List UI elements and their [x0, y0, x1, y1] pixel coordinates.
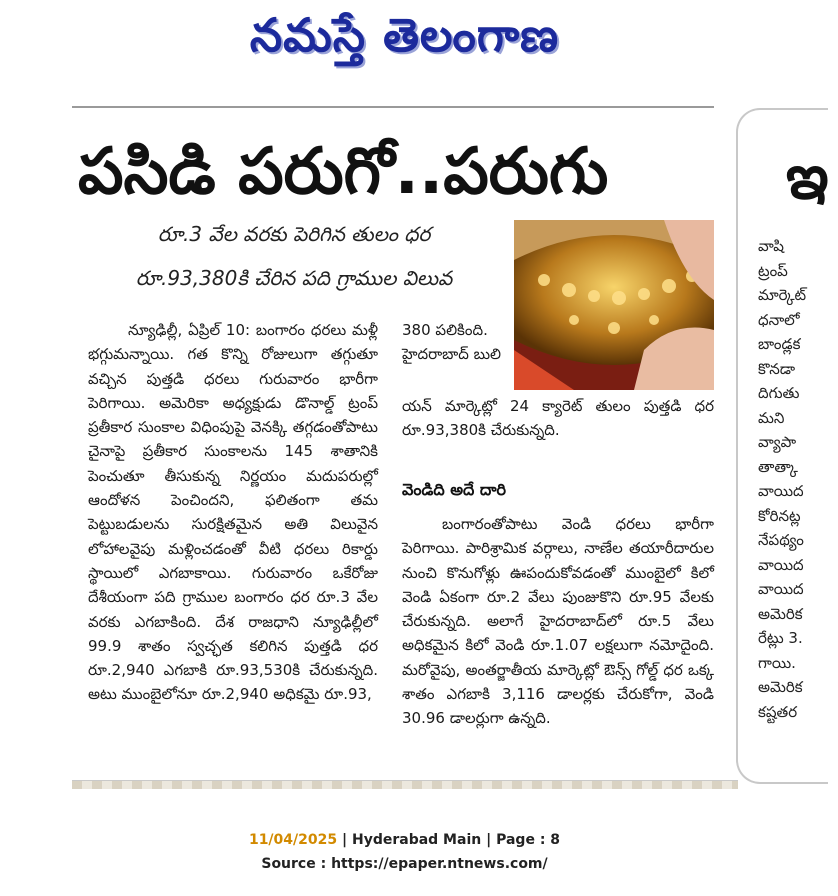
divider: [72, 106, 714, 108]
footer-page: Page : 8: [496, 832, 561, 848]
side-line: దిగుతు: [758, 384, 800, 402]
masthead: [0, 0, 809, 80]
side-line: వాయిద: [758, 555, 804, 574]
side-line: అమెరిక: [758, 678, 803, 696]
article-subhead-2: రూ.93,380కి చేరిన పది గ్రాముల విలువ: [135, 266, 453, 290]
article-column-1: న్యూఢిల్లీ, ఏప్రిల్ 10: బంగారం ధరలు మళ్లీ భగ్గుమన్నాయి. గత కొన్ని రోజులుగా తగ్గుతూ వచ్చిన పుత్తడి ధరలు గురువారం భారీగా పెరిగాయి. అమెరికా అధ్యక్షుడు డొనాల్డ్ ట్రంప్ ప్రతీకార సుంకాల విధింపుపై వెనక్కి తగ్గడంతోపాటు చైనాపై ప్రతీకార సుంకాలను 145 శాతానికి పెంచుతూ తీసుకున్న నిర్ణయం మదుపరుల్లో ఆందోళన పెంచిందని, ఫలితంగా తమ పెట్టుబడులను సురక్షితమైన అతి విలువైన లోహాలవైపు మళ్లించడంతో వీటి ధరలు రికార్డు స్థాయిలో ఎగబాకాయి. గురువారం ఒకేరోజు దేశీయంగా పది గ్రాముల బంగారం ధర రూ.3 వేల వరకు ఎగబాకింది. దేశ రాజధాని న్యూఢిల్లీలో 99.9 శాతం స్వచ్ఛత కలిగిన పుత్తడి ధర రూ.2,940 ఎగబాకి రూ.93,530కి చేరుకున్నది. అటు ముంబైలోనూ రూ.2,940 అధికమై రూ.93,: [88, 321, 378, 704]
footer-meta: [0, 832, 809, 848]
article-column-2-para: బంగారంతోపాటు వెండి ధరలు భారీగా పెరిగాయి. పారిశ్రామిక వర్గాలు, నాణేల తయారీదారుల నుంచి కొనుగోళ్లు ఊపందుకోవడంతో ముంబైలో కిలో వెండి ఏకంగా రూ.2 వేలు పుంజుకొని రూ.95 వేలకు చేరుకున్నది. అలాగే హైదరాబాద్‌లో రూ.5 వేలు అధికమైన కిలో వెండి రూ.1.07 లక్షలుగా నమోదైంది. మరోవైపు, అంతర్జాతీయ మార్కెట్లో ఔన్స్ గోల్డ్ ధర ఒక్క శాతం ఎగబాకి 3,116 డాలర్లకు చేరుకోగా, వెండి 30.96 డాలర్లుగా ఉన్నది.: [402, 515, 714, 728]
article-headline: పసిడి పరుగో..పరుగు: [78, 135, 609, 209]
side-line: బాండ్లక: [758, 335, 801, 353]
side-line: మని: [758, 408, 785, 427]
side-line: కష్టతర: [758, 702, 798, 721]
masthead-title: నమస్తే తెలంగాణ: [249, 8, 560, 62]
side-line: ధనాలో: [758, 310, 800, 329]
gold-jewelry-photo: [514, 220, 714, 390]
side-line: కోరినట్ల: [758, 506, 801, 525]
side-line: వాయిద: [758, 482, 804, 500]
side-line: నేపథ్యం: [758, 531, 804, 549]
side-line: వ్యాపా: [758, 433, 797, 451]
side-line: రేట్లు 3.: [758, 629, 803, 647]
side-headline-glyph: ఇ: [786, 140, 829, 213]
article-subhead-1: రూ.3 వేల వరకు పెరిగిన తులం ధర: [157, 222, 431, 246]
article-column-2-continued: యన్ మార్కెట్లో 24 క్యారెట్ తులం పుత్తడి ధర రూ.93,380కి చేరుకున్నది.: [402, 397, 714, 440]
next-article-strip: [72, 780, 738, 789]
footer-edition: Hyderabad Main: [351, 832, 482, 848]
article-column-2-top: 380 పలికింది. హైదరాబాద్ బులి: [402, 321, 502, 364]
footer-date: 11/04/2025: [248, 832, 338, 848]
side-line: వాషి: [758, 237, 784, 255]
side-line: ట్రంప్: [758, 261, 788, 280]
side-article: [736, 108, 828, 784]
side-article-lines: [758, 234, 838, 724]
side-line: వాయిద: [758, 580, 804, 598]
footer-sep: |: [486, 832, 492, 848]
footer-source-link[interactable]: Source : https://epaper.ntnews.com/: [261, 856, 548, 872]
footer-sep: |: [341, 832, 348, 848]
side-line: గాయి.: [758, 653, 796, 672]
side-line: తాత్కా: [758, 457, 798, 476]
section-heading: వెండిది అదే దారి: [402, 480, 506, 499]
side-line: మార్కెట్: [758, 286, 807, 304]
side-line: కొనడా: [758, 359, 796, 378]
side-line: అమెరిక: [758, 604, 803, 623]
